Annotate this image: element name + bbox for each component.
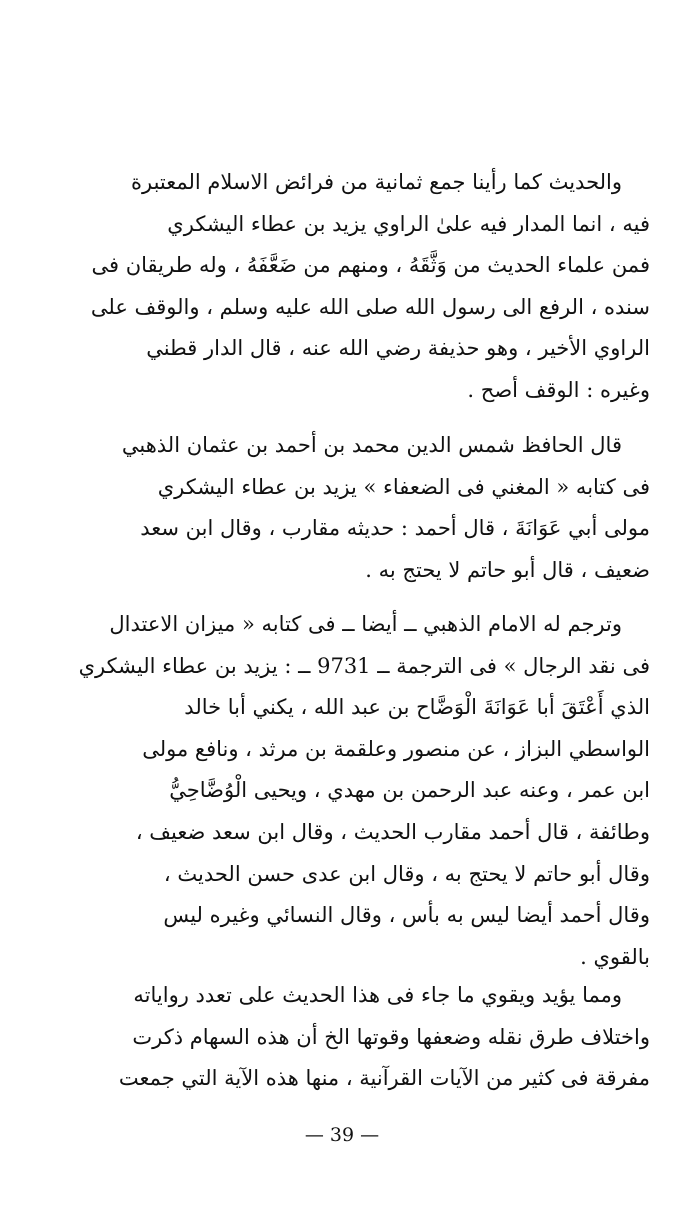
text-line: وقال أبو حاتم لا يحتج به ، وقال ابن عدى حسن الحديث ، <box>163 861 650 886</box>
text-line: الواسطي البزاز ، عن منصور وعلقمة بن مرثد ، ونافع مولى <box>142 736 650 761</box>
text-line: بالقوي . <box>580 944 650 969</box>
text-line: ابن عمر ، وعنه عبد الرحمن بن مهدي ، ويحيى الْوُضَّاحِيُّ <box>169 778 650 803</box>
paragraph-supporting-evidence <box>70 975 650 1100</box>
text-line: قال الحافظ شمس الدين محمد بن أحمد بن عثمان الذهبي <box>121 433 622 457</box>
text-line: وغيره : الوقف أصح . <box>467 377 650 402</box>
text-line: فى نقد الرجال » فى الترجمة ــ 9731 ــ : يزيد بن عطاء اليشكري <box>78 653 650 678</box>
text-line: ومما يؤيد ويقوي ما جاء فى هذا الحديث على تعدد رواياته <box>133 983 622 1007</box>
paragraph-dhahabi-mughni <box>70 425 650 591</box>
text-line: واختلاف طرق نقله وضعفها وقوتها الخ أن هذه السهام ذكرت <box>132 1024 650 1049</box>
text-line: وطائفة ، قال أحمد مقارب الحديث ، وقال ابن سعد ضعيف ، <box>135 819 650 844</box>
text-line: مفرقة فى كثير من الآيات القرآنية ، منها هذه الآية التي جمعت <box>118 1066 650 1091</box>
text-line: فى كتابه « المغني فى الضعفاء » يزيد بن عطاء اليشكري <box>157 474 650 499</box>
text-line: الراوي الأخير ، وهو حذيفة رضي الله عنه ، قال الدار قطني <box>146 336 650 361</box>
text-line: وترجم له الامام الذهبي ــ أيضا ــ فى كتابه « ميزان الاعتدال <box>109 612 622 636</box>
text-line: والحديث كما رأينا جمع ثمانية من فرائض الاسلام المعتبرة <box>130 170 622 194</box>
text-line: الذي أَعْتَقَ أبا عَوَانَةَ الْوَضَّاح بن عبد الله ، يكني أبا خالد <box>184 695 650 720</box>
page-number: — 39 — <box>304 1124 380 1146</box>
text-line: مولى أبي عَوَانَةَ ، قال أحمد : حديثه مقارب ، وقال ابن سعد <box>140 516 650 541</box>
text-line: سنده ، الرفع الى رسول الله صلى الله عليه وسلم ، والوقف على <box>90 294 650 319</box>
text-line: ضعيف ، قال أبو حاتم لا يحتج به . <box>365 557 650 582</box>
paragraph-hadith-narration <box>70 162 650 412</box>
text-line: وقال أحمد أيضا ليس به بأس ، وقال النسائي وغيره ليس <box>163 903 650 928</box>
text-line: فيه ، انما المدار فيه علىٰ الراوي يزيد بن عطاء اليشكري <box>167 211 650 236</box>
paragraph-mizan-al-itidal <box>70 604 650 978</box>
text-line: فمن علماء الحديث من وَثَّقَهُ ، ومنهم من ضَعَّفَهُ ، وله طريقان فى <box>91 253 650 278</box>
